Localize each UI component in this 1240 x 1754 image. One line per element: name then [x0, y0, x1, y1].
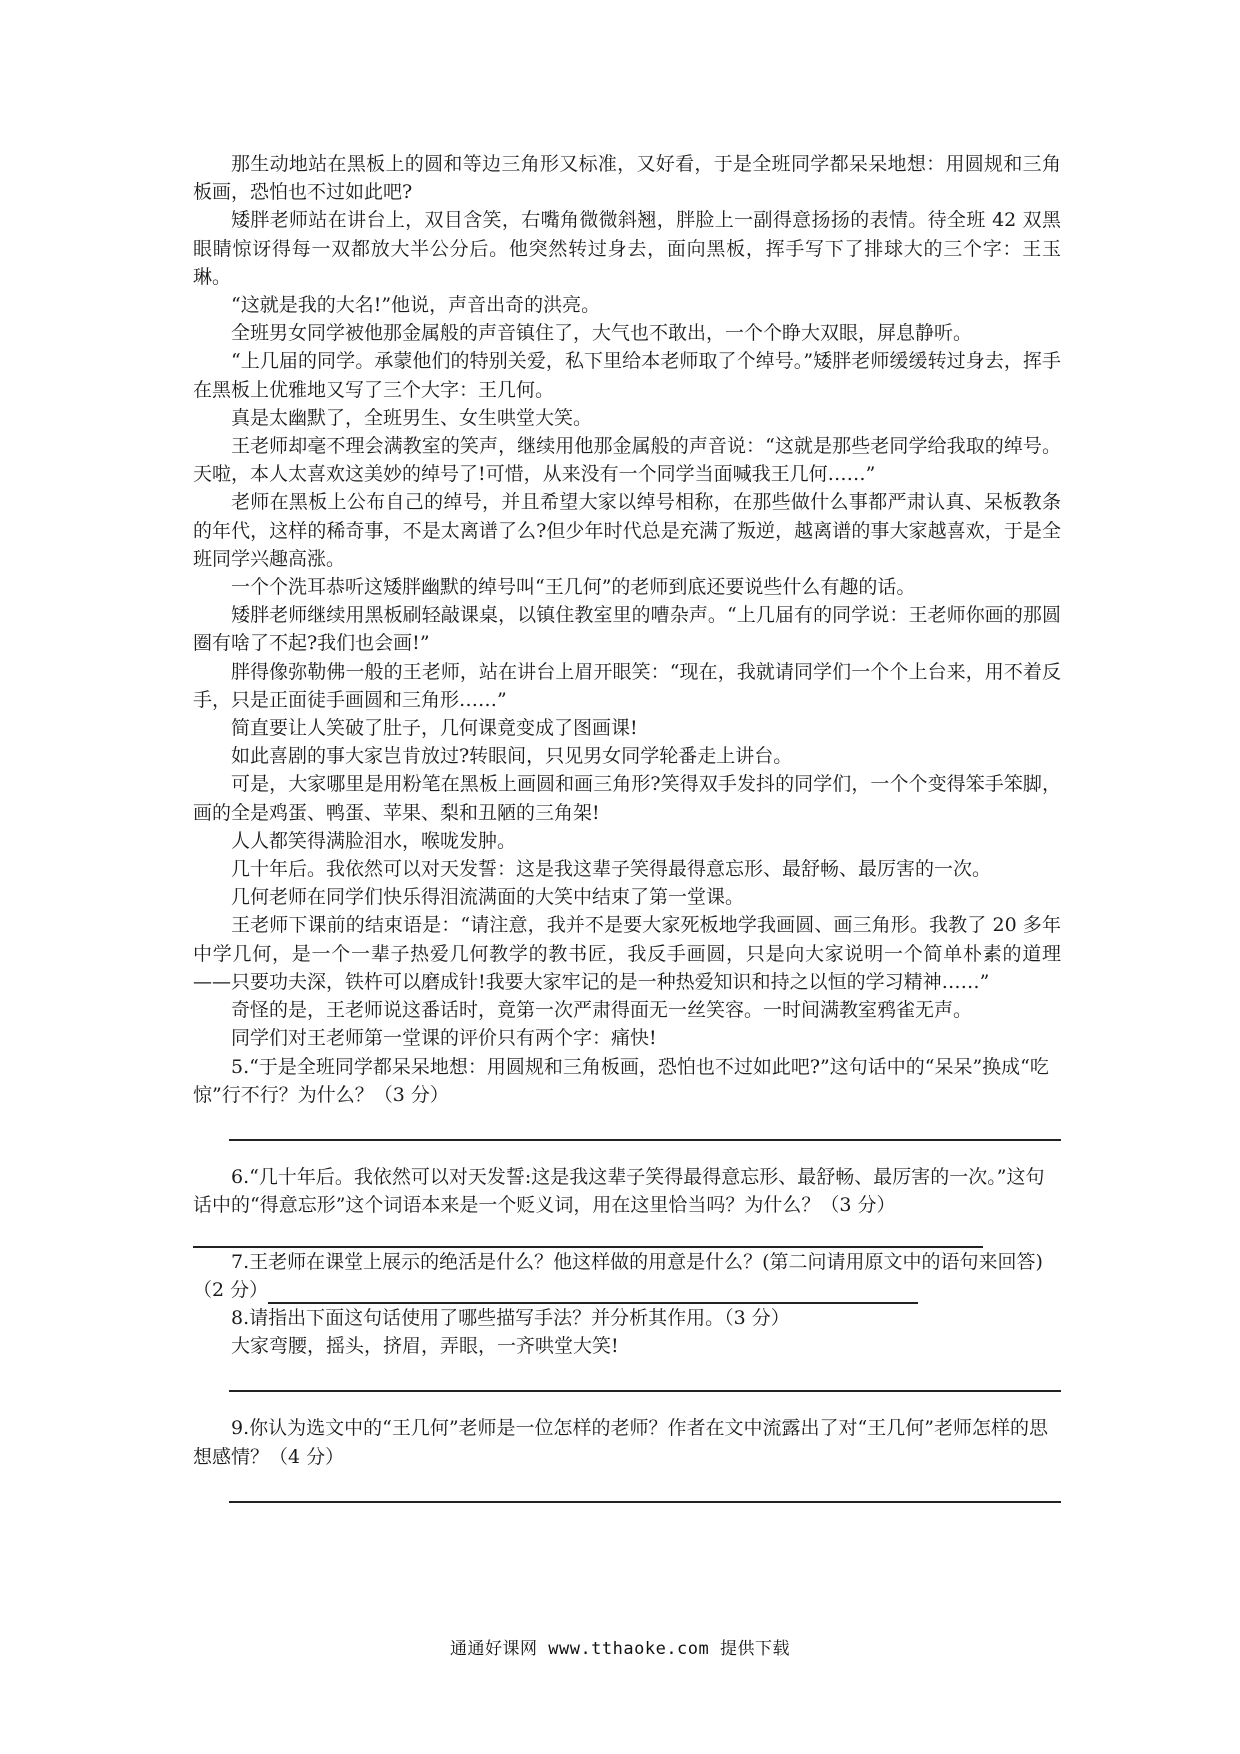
- passage-paragraph: 矮胖老师继续用黑板刷轻敲课桌，以镇住教室里的嘈杂声。“上几届有的同学说：王老师你画的那圆圈有啥了不起?我们也会画!”: [193, 604, 1061, 655]
- passage-paragraph: 几何老师在同学们快乐得泪流满面的大笑中结束了第一堂课。: [231, 886, 745, 909]
- question-8: 8.请指出下面这句话使用了哪些描写手法？并分析其作用。（3 分）: [231, 1306, 790, 1329]
- answer-line-q9[interactable]: [229, 1501, 1061, 1503]
- question-7-text: 7.王老师在课堂上展示的绝活是什么？他这样做的用意是什么？(第二问请用原文中的语句来回答)（2 分）: [193, 1250, 1043, 1301]
- passage-paragraph: 人人都笑得满脸泪水，喉咙发肿。: [231, 829, 517, 852]
- question-6-text: 6.“几十年后。我依然可以对天发誓:这是我这辈子笑得最得意忘形、最舒畅、最厉害的一次。”这句话中的“得意忘形”这个词语本来是一个贬义词，用在这里恰当吗？为什么？（3 分）: [193, 1165, 1045, 1217]
- question-5: 5.“于是全班同学都呆呆地想：用圆规和三角板画，恐怕也不过如此吧?”这句话中的“呆呆”换成“吃惊”行不行？为什么？（3 分）: [193, 1055, 1049, 1106]
- passage-paragraph: 矮胖老师站在讲台上，双目含笑，右嘴角微微斜翘，胖脸上一副得意扬扬的表情。待全班 42 双黑眼睛惊讶得每一双都放大半公分后。他突然转过身去，面向黑板，挥手写下了排球大的三个字：王玉琳。: [193, 209, 1061, 288]
- answer-line-q7[interactable]: [268, 1282, 918, 1304]
- download-footer: 通通好课网 www.tthaoke.com 提供下载: [450, 1639, 790, 1659]
- passage-paragraph: 简直要让人笑破了肚子，几何课竟变成了图画课!: [231, 717, 638, 740]
- passage-paragraph: “这就是我的大名!”他说，声音出奇的洪亮。: [231, 294, 601, 317]
- question-6: [193, 1163, 1061, 1248]
- passage-paragraph: 奇怪的是，王老师说这番话时，竟第一次严肃得面无一丝笑容。一时间满教室鸦雀无声。: [231, 999, 973, 1022]
- passage-paragraph: 王老师下课前的结束语是：“请注意，我并不是要大家死板地学我画圆、画三角形。我教了 20 多年中学几何，是一个一辈子热爱几何教学的教书匠，我反手画圆，只是向大家说明一个简单朴素的道理——只要功夫深，铁杵可以磨成针!我要大家牢记的是一种热爱知识和持之以恒的学习精神……”: [193, 914, 1061, 993]
- passage-paragraph: 同学们对王老师第一堂课的评价只有两个字：痛快!: [231, 1027, 657, 1050]
- answer-line-q6[interactable]: [193, 1226, 983, 1248]
- passage-paragraph: “上几届的同学。承蒙他们的特别关爱，私下里给本老师取了个绰号。”矮胖老师缓缓转过身去，挥手在黑板上优雅地又写了三个大字：王几何。: [193, 350, 1061, 401]
- question-9: 9.你认为选文中的“王几何”老师是一位怎样的老师？作者在文中流露出了对“王几何”老师怎样的思想感情？（4 分）: [193, 1417, 1048, 1468]
- passage-paragraph: 全班男女同学被他那金属般的声音镇住了，大气也不敢出，一个个睁大双眼，屏息静听。: [231, 322, 973, 345]
- passage-paragraph: 胖得像弥勒佛一般的王老师，站在讲台上眉开眼笑：“现在，我就请同学们一个个上台来，用不着反手，只是正面徒手画圆和三角形……”: [193, 660, 1061, 711]
- passage-paragraph: 真是太幽默了，全班男生、女生哄堂大笑。: [231, 406, 593, 429]
- passage-paragraph: 一个个洗耳恭听这矮胖幽默的绰号叫“王几何”的老师到底还要说些什么有趣的话。: [231, 576, 916, 599]
- question-8-quote: 大家弯腰，摇头，挤眉，弄眼，一齐哄堂大笑!: [231, 1335, 619, 1358]
- passage-paragraph: 可是，大家哪里是用粉笔在黑板上画圆和画三角形?笑得双手发抖的同学们，一个个变得笨手笨脚，画的全是鸡蛋、鸭蛋、苹果、梨和丑陋的三角架!: [193, 773, 1061, 824]
- passage-paragraph: 几十年后。我依然可以对天发誓：这是我这辈子笑得最得意忘形、最舒畅、最厉害的一次。: [231, 858, 992, 881]
- reading-passage: [193, 150, 1061, 1503]
- passage-paragraph: 如此喜剧的事大家岂肯放过?转眼间，只见男女同学轮番走上讲台。: [231, 745, 793, 768]
- passage-paragraph: 那生动地站在黑板上的圆和等边三角形又标准，又好看，于是全班同学都呆呆地想：用圆规和三角板画，恐怕也不过如此吧?: [193, 153, 1061, 204]
- passage-paragraph: 王老师却毫不理会满教室的笑声，继续用他那金属般的声音说：“这就是那些老同学给我取的绰号。天啦，本人太喜欢这美妙的绰号了!可惜，从来没有一个同学当面喊我王几何……”: [193, 435, 1061, 486]
- passage-paragraph: 老师在黑板上公布自己的绰号，并且希望大家以绰号相称，在那些做什么事都严肃认真、呆板教条的年代，这样的稀奇事，不是太离谱了么?但少年时代总是充满了叛逆，越离谱的事大家越喜欢，于是全班同学兴趣高涨。: [193, 491, 1061, 570]
- question-7: [193, 1248, 1061, 1304]
